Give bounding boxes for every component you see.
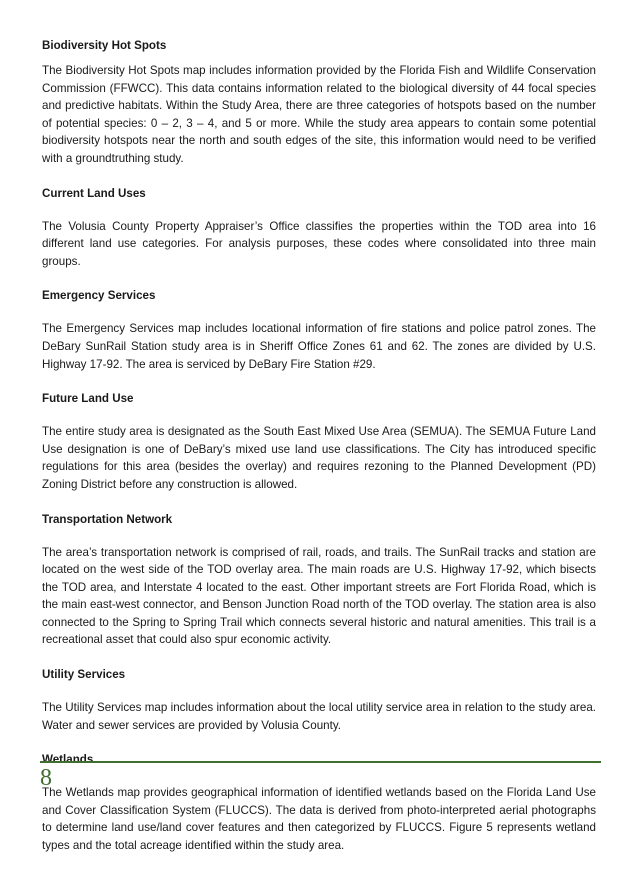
- section-wetlands: [42, 752, 596, 854]
- section-heading: Utility Services: [42, 668, 126, 682]
- section-utility-services: [42, 667, 596, 734]
- section-biodiversity-hot-spots: [42, 38, 596, 168]
- section-paragraph: The Volusia County Property Appraiser’s Office classifies the properties within the TOD area into 16 different land use categories. For analysis purposes, these codes where consolidated into three main groups.: [42, 219, 596, 268]
- section-heading: Emergency Services: [42, 289, 156, 303]
- section-emergency-services: [42, 288, 596, 373]
- section-heading: Transportation Network: [42, 512, 173, 526]
- section-paragraph: The Utility Services map includes information about the local utility service area in relation to the study area. Water and sewer services are provided by Volusia County.: [42, 701, 596, 732]
- footer-divider: [40, 761, 601, 763]
- section-transportation-network: [42, 512, 596, 650]
- section-paragraph: The Wetlands map provides geographical information of identified wetlands based on the Florida Land Use and Cover Classification System (FLUCCS). The data is derived from photo-interpreted aerial photographs to determine land use/land cover features and then categorized by FLUCCS. Figure 5 represents wetland types and the total acreage identified within the study area.: [42, 786, 596, 853]
- page-number: 8: [40, 765, 52, 791]
- section-heading: Future Land Use: [42, 392, 134, 406]
- section-current-land-uses: [42, 186, 596, 271]
- section-paragraph: The entire study area is designated as the South East Mixed Use Area (SEMUA). The SEMUA Future Land Use designation is one of DeBary’s mixed use land use classifications. The City has introduced specific regulations for this area (besides the overlay) and requires rezoning to the Planned Development (PD) Zoning District before any construction is allowed.: [42, 425, 596, 491]
- section-heading: Wetlands: [42, 753, 94, 767]
- section-paragraph: The Emergency Services map includes locational information of fire stations and police patrol zones. The DeBary SunRail Station study area is in Sheriff Office Zones 61 and 62. The zones are divided by U.S. Highway 17-92. The area is serviced by DeBary Fire Station #29.: [42, 322, 596, 371]
- section-paragraph: The area’s transportation network is comprised of rail, roads, and trails. The SunRail tracks and station are located on the west side of the TOD overlay area. The main roads are U.S. Highway 17-92, which bisects the TOD area, and Interstate 4 located to the east. Other important streets are Fort Florida Road, which is the main east-west connector, and Benson Junction Road north of the TOD overlay. The station area is also connected to the Spring to Spring Trail which connects several historic and natural amenities. This trail is a recreational asset that could also spur economic activity.: [42, 545, 596, 647]
- section-future-land-use: [42, 391, 596, 493]
- section-heading: Biodiversity Hot Spots: [42, 39, 167, 52]
- page-body: [42, 38, 596, 871]
- section-heading: Current Land Uses: [42, 186, 146, 200]
- section-paragraph: The Biodiversity Hot Spots map includes information provided by the Florida Fish and Wildlife Conservation Commission (FFWCC). This data contains information related to the biological diversity of 44 focal species and predictive habitats. Within the Study Area, there are three categories of hotspots based on the number of potential species: 0 – 2, 3 – 4, and 5 or more. While the study area appears to contain some potential biodiversity hotspots near the north and south edges of the site, this information would need to be verified with a groundtruthing study.: [42, 64, 596, 165]
